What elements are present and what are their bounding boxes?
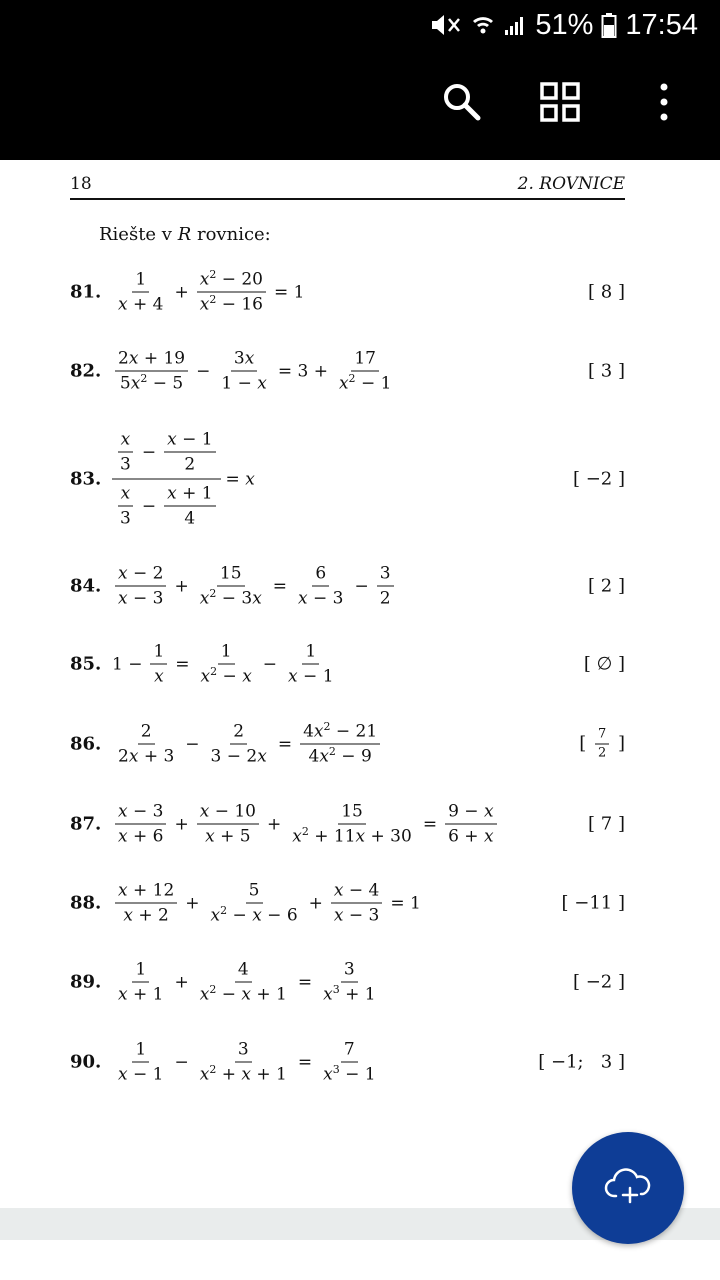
problem-number: 86. [70,733,102,755]
answer: [ 7 ] [588,813,625,835]
problem-88 [70,873,625,933]
problem-90 [70,1032,625,1092]
answer: [ 3 ] [588,360,625,382]
search-icon [441,81,483,127]
problem-number: 83. [70,468,102,490]
equation: $\frac{2x + 19}{5x^2 - 5}$ − $\frac{3x}{1 - x}$ = 3 + $\frac{17}{x^2 - 1}$ [112,349,397,394]
search-button[interactable] [438,80,486,128]
problem-83 [70,429,625,529]
more-vert-icon [659,82,669,126]
answer: [ −11 ] [561,892,625,914]
battery-icon [601,12,617,38]
clock: 17:54 [625,8,698,41]
problem-number: 90. [70,1051,102,1073]
equation: $\frac{x - 3}{x + 6}$ + $\frac{x - 10}{x + 5}$ + $\frac{15}{x^2 + 11x + 30}$ = $\frac{9 - x}{6 + x}$ [112,802,500,847]
equation: $\frac{1}{x + 4}$ + $\frac{x^2 - 20}{x^2 - 16}$ = 1 [118,267,305,315]
problem-81 [70,262,625,322]
problem-number: 84. [70,575,102,597]
grid-view-button[interactable] [536,80,584,128]
problem-number: 82. [70,360,102,382]
cloud-upload-icon [604,1166,652,1210]
problem-84 [70,556,625,616]
equation: $\frac{1}{x + 1}$ + $\frac{4}{x^2 - x + 1}$ = $\frac{3}{x^3 + 1}$ [118,959,376,1005]
document-page[interactable] [0,160,720,1210]
problem-number: 81. [70,281,102,303]
answer: [ −2 ] [572,468,625,490]
equation: $\frac{x - 2}{x - 3}$ + $\frac{15}{x^2 - 3x}$ = $\frac{6}{x - 3}$ − $\frac{3}{2}$ [112,564,397,609]
chapter-title: 2. ROVNICE [517,174,625,194]
instructions: Riešte v R rovnice: [99,224,271,245]
equation: $\frac{1}{x - 1}$ − $\frac{3}{x^2 + x + 1}$ = $\frac{7}{x^3 - 1}$ [118,1039,376,1085]
equation: $\frac{x + 12}{x + 2}$ + $\frac{5}{x^2 - x - 6}$ + $\frac{x - 4}{x - 3}$ = 1 [112,881,426,926]
answer: [ 8 ] [588,281,625,303]
problem-number: 88. [70,892,102,914]
answer: [ 2 ] [588,575,625,597]
problem-number: 89. [70,971,102,993]
signal-icon [503,13,527,37]
problem-number: 85. [70,653,102,675]
page-number: 18 [70,174,92,194]
problem-82 [70,341,625,401]
cloud-upload-button[interactable] [572,1132,684,1244]
mute-icon [429,12,463,38]
equation: $\frac{x}{3}$ − $\frac{x - 1}{2}$ $\frac{x}{3}$ − $\frac{x + 1}{4}$ = x [112,430,260,529]
problem-85 [70,634,625,694]
answer: [ −1; 3 ] [538,1051,625,1073]
problem-number: 87. [70,813,102,835]
equation: 1 − $\frac{1}{x}$ = $\frac{1}{x^2 - x}$ − $\frac{1}{x - 1}$ [112,641,334,687]
app-bar [0,50,720,160]
more-options-button[interactable] [640,80,688,128]
problem-86 [70,714,625,774]
wifi-icon [471,13,495,37]
answer: [ ∅ ] [583,653,625,675]
battery-percent: 51% [535,8,594,41]
problem-87 [70,794,625,854]
problem-89 [70,952,625,1012]
answer: [ $\frac{7}{2}$ ] [579,726,625,761]
status-bar [0,0,720,50]
equation: $\frac{2}{2x + 3}$ − $\frac{2}{3 - 2x}$ = $\frac{4x^2 - 21}{4x^2 - 9}$ [112,722,383,767]
grid-view-icon [540,82,580,126]
running-head [70,174,625,200]
answer: [ −2 ] [572,971,625,993]
